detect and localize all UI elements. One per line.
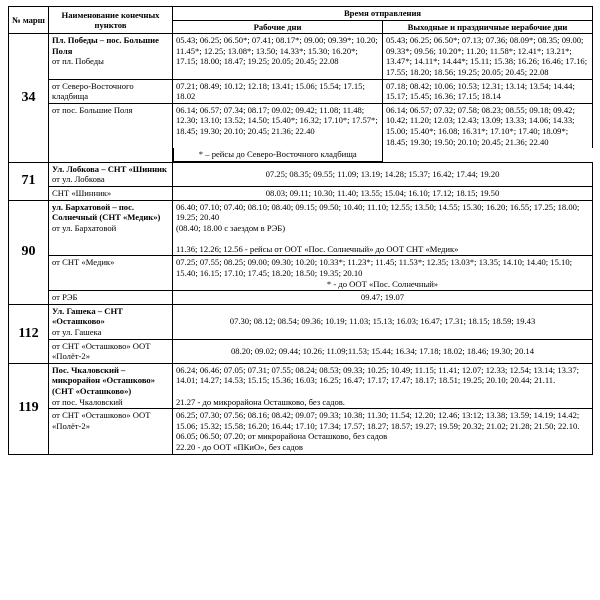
destination-cell bbox=[49, 186, 173, 200]
weekend-times: 07.18; 08.42; 10.06; 10.53; 12.31; 13.14; 13.54; 14.44; 15.17; 15.45; 16.36; 17.15; 18.14 bbox=[383, 79, 593, 103]
time-line: 07.30; 08.12; 08.54; 09.36; 10.19; 11.03; 15.13; 16.03; 16.47; 17.31; 18.15; 18.59; 19.43 bbox=[229, 316, 536, 327]
destination-origin: от СНТ «Осташково» ООТ «Полёт-2» bbox=[52, 410, 151, 431]
destination-title: Пос. Чкаловский – микрорайон «Осташково» (СНТ «Осташково») bbox=[52, 364, 156, 396]
weekend-times: 06.14; 06.57; 07.32; 07.58; 08.23; 08.55; 09.18; 09.42; 10.42; 11.20; 12.03; 12.43; 13.09; 13.33; 14.06; 14.33; 15.00; 15.40*; 16.08; 16.31*; 17.10*; 17.40; 18.09*; 18.45; 19.30; 19.50; 20.10; 20.45; 21.36; 22.40 bbox=[383, 103, 593, 148]
table-row bbox=[9, 34, 593, 79]
destination-origin: от РЭБ bbox=[52, 292, 78, 303]
destination-cell bbox=[49, 162, 173, 186]
destination-origin: СНТ «Шинник» bbox=[52, 187, 112, 198]
table-row bbox=[9, 200, 593, 256]
table-row bbox=[9, 409, 593, 454]
destination-origin: от пл. Победы bbox=[52, 56, 104, 67]
time-line: 06.24; 06.46; 07.05; 07.31; 07.55; 08.24; 08.53; 09.33; 10.25; 10.49; 11.15; 11.41; 12.07; 12.33; 12.54; 13.14; 13.37; 14.01; 14.27; 14.53; 15.15; 15.36; 16.03; 16.25; 16.47; 17.17; 17.47; 18.17; 18.51; 19.25; 20.10; 20.44; 21.11. bbox=[176, 364, 580, 386]
destination-origin: от пос. Чкаловский bbox=[52, 396, 123, 407]
time-line: 11.36; 12.26; 12.56 - рейсы от ООТ «Пос. Солнечный» до ООТ СНТ «Медик» bbox=[176, 243, 459, 254]
route-number-header: № марш bbox=[9, 7, 49, 34]
destination-origin: от СНТ «Осташково» ООТ «Полёт-2» bbox=[52, 340, 151, 362]
route-number: 71 bbox=[9, 162, 49, 200]
destination-cell bbox=[49, 256, 173, 291]
route-number: 90 bbox=[9, 200, 49, 304]
destination-title: Ул. Лобкова – СНТ «Шинник bbox=[52, 163, 167, 174]
destination-origin: от СНТ «Медик» bbox=[52, 257, 115, 268]
time-line: 08.20; 09.02; 09.44; 10.26; 11.09;11.53; 15.44; 16.34; 17.18; 18.02; 18.46; 19.30; 20.14 bbox=[231, 345, 535, 356]
route-number: 34 bbox=[9, 34, 49, 163]
endpoints-header: Наименование конечных пунктов bbox=[49, 7, 173, 34]
destination-cell bbox=[49, 363, 173, 408]
time-line: 21.27 - до микрорайона Осташково, без садов. bbox=[176, 396, 345, 407]
destination-title: ул. Бархатовой – пос. Солнечный (СНТ «Медик») bbox=[52, 201, 161, 223]
time-line bbox=[176, 386, 589, 397]
table-row bbox=[9, 363, 593, 408]
destination-cell bbox=[49, 409, 173, 454]
table-row bbox=[9, 256, 593, 291]
all-days-times bbox=[173, 200, 593, 256]
weekdays-header: Рабочие дни bbox=[173, 20, 383, 34]
time-line: 08.03; 09.11; 10.30; 11.40; 13.55; 15.04; 16.10; 17.12; 18.15; 19.50 bbox=[265, 187, 500, 198]
time-line: 06.40; 07.10; 07.40; 08.10; 08.40; 09.15; 09.50; 10.40; 11.10; 12.55; 13.50; 14.55; 15.30; 16.20; 16.55; 17.25; 18.00; 19.25; 20.40 bbox=[176, 201, 580, 223]
weekends-header: Выходные и праздничные нерабочие дни bbox=[383, 20, 593, 34]
destination-origin: от Северо-Восточного кладбища bbox=[52, 80, 134, 102]
destination-cell bbox=[49, 200, 173, 256]
time-line: 06.25; 07.30; 07.56; 08.16; 08.42; 09.07; 09.33; 10.38; 11.30; 11.54; 12.20; 12.46; 13:12; 13.38; 13.59; 14.19; 14.42; 15.06; 15.32; 15.58; 16.20; 16.44; 17.10; 17.34; 17.57; 18.27; 18.57; 19.27; 19.59; 20.32; 21.02; 21.28; 21.50; 22.10. bbox=[176, 410, 580, 431]
weekday-times: 05.43; 06.25; 06.50*; 07.41; 08.17*; 09.00; 09.39*; 10.20; 11.45*; 12.25; 13.08*; 13.50; 14.33*; 15.30; 16.20*; 17.15; 18.00; 18.47; 19.25; 20.05; 20.45; 22.08 bbox=[173, 34, 383, 79]
weekday-times: 06.14; 06.57; 07.34; 08.17; 09.02; 09.42; 11.08; 11.48; 12.30; 13.10; 13.52; 14.50; 15.40*; 16.32; 17.10*; 17.57*; 18.45; 19.30; 20.10; 20.45; 21.36; 22.40 bbox=[173, 103, 383, 148]
time-line: 22.20 - до ООТ «ПКиО», без садов bbox=[176, 441, 303, 452]
route-number: 112 bbox=[9, 304, 49, 363]
time-line: 09.47; 19.07 bbox=[360, 292, 405, 303]
destination-title: Пл. Победы – пос. Большие Поля bbox=[52, 35, 159, 56]
destination-origin: от пос. Большие Поля bbox=[52, 104, 133, 115]
destination-cell bbox=[49, 79, 173, 103]
table-row bbox=[9, 304, 593, 339]
all-days-times bbox=[173, 291, 593, 305]
all-days-times bbox=[173, 256, 593, 291]
route-number: 119 bbox=[9, 363, 49, 454]
destination-title: Ул. Гашека – СНТ «Осташково» bbox=[52, 305, 123, 327]
table-row bbox=[9, 162, 593, 186]
all-days-times bbox=[173, 409, 593, 454]
destination-origin: от ул. Гашека bbox=[52, 327, 102, 338]
time-line: 07.25; 07.55; 08.25; 09.00; 09.30; 10.20; 10.33*; 11.23*; 11.45; 11.53*; 12.35; 13.03*; 13.35; 14.10; 14.40; 15.10; 15.40; 16.15; 17.10; 17.45; 18.20; 18.50; 19.35; 20.10 bbox=[176, 257, 573, 279]
all-days-times bbox=[173, 304, 593, 339]
table-row bbox=[9, 186, 593, 200]
table-row bbox=[9, 79, 593, 103]
departure-header: Время отправления bbox=[173, 7, 593, 21]
schedule-table bbox=[8, 6, 593, 455]
destination-cell bbox=[49, 103, 173, 162]
destination-cell bbox=[49, 34, 173, 79]
time-line bbox=[176, 233, 589, 244]
destination-cell bbox=[49, 339, 173, 363]
time-line: 06.05; 06.50; 07.20; от микрорайона Осташково, без садов bbox=[176, 431, 388, 442]
table-row bbox=[9, 339, 593, 363]
destination-origin: от ул. Бархатовой bbox=[52, 222, 117, 233]
table-row bbox=[9, 103, 593, 148]
all-days-times bbox=[173, 363, 593, 408]
schedule-note: * - до ООТ «Пос. Солнечный» bbox=[326, 278, 439, 289]
table-row bbox=[9, 291, 593, 305]
header-row bbox=[9, 7, 593, 21]
destination-cell bbox=[49, 304, 173, 339]
time-line: 07.25; 08.35; 09.55; 11.09; 13.19; 14.28; 15.37; 16.42; 17.44; 19.20 bbox=[265, 169, 500, 180]
weekend-times: 05.43; 06.25; 06.50*; 07.13; 07.36; 08.09*; 08.35; 09.00; 09.33*; 09.56; 10.20*; 11.20; 11.58*; 12.41*; 13.21*; 13.47*; 14.11*; 14.44*; 15.11; 15.38; 16.26; 16.46; 17.16; 17.55; 18.20; 18.56; 19.25; 20.05; 20.45; 22.08 bbox=[383, 34, 593, 79]
destination-origin: от ул. Лобкова bbox=[52, 174, 105, 185]
all-days-times bbox=[173, 186, 593, 200]
destination-cell bbox=[49, 291, 173, 305]
all-days-times bbox=[173, 162, 593, 186]
all-days-times bbox=[173, 339, 593, 363]
weekday-times: 07.21; 08.49; 10.12; 12.18; 13.41; 15.06; 15.54; 17.15; 18.02 bbox=[173, 79, 383, 103]
schedule-note: * – рейсы до Северо-Восточного кладбища bbox=[173, 148, 383, 162]
time-line: (08.40; 18.00 с заездом в РЭБ) bbox=[176, 222, 286, 233]
